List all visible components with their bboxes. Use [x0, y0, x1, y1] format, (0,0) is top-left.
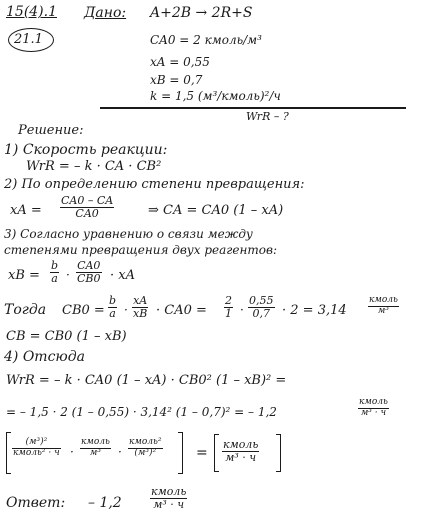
given-separator-line [100, 107, 406, 109]
step2-label: 2) По определению степени превращения: [4, 177, 305, 192]
fraction-denominator: xB [133, 307, 148, 321]
multiply-dot: · [70, 445, 74, 459]
unit-denominator: м³ [377, 305, 389, 316]
answer-unit [150, 486, 187, 511]
multiply-dot: · [118, 445, 122, 459]
multiply-dot: · [240, 303, 244, 317]
equals-sign: = [196, 445, 208, 461]
fraction-denominator: CA0 [75, 207, 99, 221]
fraction-denominator: 1 [225, 307, 232, 321]
then-fraction-numeric-conversion [248, 295, 275, 320]
step3-label-line2: степенями превращения двух реагентов: [4, 243, 277, 257]
unit-numerator: кмоль [223, 438, 259, 451]
step3-formula-left: xB = [8, 268, 40, 283]
problem-number: 15(4).1 [6, 4, 58, 20]
given-label: Дано: [84, 5, 127, 21]
answer-value: – 1,2 [88, 495, 122, 511]
unit-denominator: м³ · ч [153, 498, 185, 512]
fraction-numerator: 2 [225, 294, 232, 307]
unit-denominator: м³ · ч [225, 451, 257, 465]
unit-denominator: м³ [89, 447, 101, 458]
find-item: WrR – ? [246, 110, 289, 123]
step2-formula-left: xA = [10, 203, 42, 218]
units-fraction-rate-constant [12, 438, 61, 459]
unit-numerator: кмоль² [129, 437, 162, 447]
then-cb0: CB0 = [62, 303, 105, 318]
step4-formula: WrR = – k · CA0 (1 – xA) · CB0² (1 – xB)² = [6, 373, 287, 388]
step2-formula-right: ⇒ CA = CA0 (1 – xA) [148, 203, 284, 218]
reaction-equation: A+2B → 2R+S [150, 5, 253, 21]
multiply-dot: · [124, 303, 128, 317]
answer-label: Ответ: [6, 495, 66, 511]
step4-result-unit [358, 398, 389, 419]
step4-numeric: = – 1,5 · 2 (1 – 0,55) · 3,14² (1 – 0,7)² = – 1,2 [6, 405, 277, 419]
step3-fraction-conc [76, 260, 102, 285]
step3-label-line1: 3) Согласно уравнению о связи между [4, 227, 253, 241]
unit-denominator: кмоль² · ч [13, 447, 60, 458]
unit-denominator: м³ · ч [360, 407, 387, 418]
fraction-numerator: xA [133, 294, 148, 307]
cb-formula: CB = CB0 (1 – xB) [6, 329, 127, 344]
left-bracket [6, 432, 11, 474]
then-mid: · CA0 = [156, 303, 207, 318]
then-label: Тогда [4, 302, 47, 318]
given-item: xA = 0,55 [150, 55, 210, 69]
then-fraction-numeric-stoich [224, 295, 233, 320]
fraction-numerator: 0,55 [249, 294, 274, 307]
step3-fraction-stoich [50, 260, 59, 285]
fraction-denominator: CB0 [77, 272, 101, 286]
unit-numerator: кмоль [359, 397, 388, 407]
step1-label: 1) Скорость реакции: [4, 142, 168, 158]
unit-numerator: кмоль [369, 295, 398, 305]
step2-fraction [60, 195, 114, 220]
then-result: · 2 = 3,14 [282, 303, 347, 318]
left-bracket [214, 434, 219, 472]
unit-numerator: кмоль [81, 437, 110, 447]
given-item: CA0 = 2 кмоль/м³ [150, 33, 262, 47]
multiply-dot: · [66, 268, 70, 282]
fraction-denominator: a [51, 272, 58, 286]
fraction-numerator: CA0 – CA [61, 194, 114, 207]
fraction-denominator: a [109, 307, 116, 321]
step3-formula-right: · xA [110, 268, 135, 283]
step1-formula: WrR = – k · CA · CB² [26, 159, 162, 174]
fraction-numerator: b [109, 294, 117, 307]
units-result-fraction [222, 439, 259, 464]
then-fraction-conversion [132, 295, 148, 320]
solution-heading: Решение: [18, 123, 84, 138]
right-bracket [276, 434, 281, 472]
unit-denominator: (м³)² [134, 447, 157, 458]
given-item: xB = 0,7 [150, 73, 203, 87]
step4-label: 4) Отсюда [4, 349, 85, 365]
fraction-numerator: CA0 [77, 259, 101, 272]
units-fraction-concentration [80, 438, 111, 459]
then-fraction-stoich [108, 295, 117, 320]
unit-numerator: (м³)² [12, 438, 61, 449]
fraction-denominator: 0,7 [252, 307, 270, 321]
task-number: 21.1 [14, 32, 43, 47]
right-bracket [178, 432, 183, 474]
then-result-unit [368, 296, 399, 317]
fraction-numerator: b [51, 259, 59, 272]
units-fraction-concentration-squared [128, 438, 163, 459]
given-item: k = 1,5 (м³/кмоль)²/ч [150, 89, 281, 103]
unit-numerator: кмоль [151, 485, 187, 498]
